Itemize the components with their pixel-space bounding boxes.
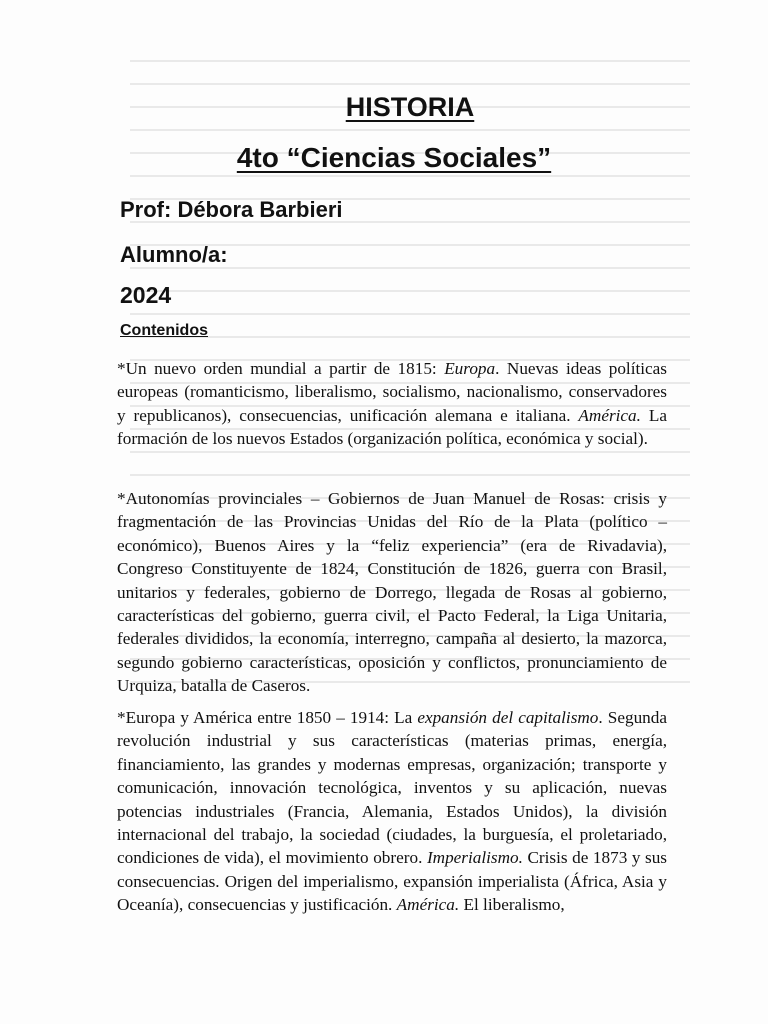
content-paragraph-1: *Un nuevo orden mundial a partir de 1815: Europa. Nuevas ideas políticas europeas (romanticismo, liberalismo, socialismo, nacionalismo, conservadores y republicanos), consecuencias, unificación alemana e italiana. América. La formación de los nuevos Estados (organización política, económica y social). xyxy=(117,359,667,449)
page-title: HISTORIA xyxy=(345,92,475,122)
course-title: 4to “Ciencias Sociales” xyxy=(236,142,552,173)
contents-heading: Contenidos xyxy=(120,322,208,339)
student-label: Alumno/a: xyxy=(120,242,228,267)
school-year: 2024 xyxy=(120,282,172,308)
professor-name: Prof: Débora Barbieri xyxy=(120,197,343,222)
content-paragraph-2: *Autonomías provinciales – Gobiernos de Juan Manuel de Rosas: crisis y fragmentación de las Provincias Unidas del Río de la Plata (político – económico), Buenos Aires y la “feliz experiencia” (era de Rivadavia), Congreso Constituyente de 1824, Constitución de 1826, guerra con Brasil, unitarios y federales, gobierno de Dorrego, llegada de Rosas al gobierno, características del gobierno, guerra civil, el Pacto Federal, la Liga Unitaria, federales divididos, la economía, interregno, campaña al desierto, la mazorca, segundo gobierno características, oposición y conflictos, pronunciamiento de Urquiza, batalla de Caseros. xyxy=(117,489,667,696)
content-paragraph-3: *Europa y América entre 1850 – 1914: La expansión del capitalismo. Segunda revolución industrial y sus características (materias primas, energía, financiamiento, las grandes y modernas empresas, organización; transporte y comunicación, innovación tecnológica, inventos y su aplicación, nuevas potencias industriales (Francia, Alemania, Estados Unidos), la división internacional del trabajo, la sociedad (ciudades, la burguesía, el proletariado, condiciones de vida), el movimiento obrero. Imperialismo. Crisis de 1873 y sus consecuencias. Origen del imperialismo, expansión imperialista (África, Asia y Oceanía), consecuencias y justificación. América. El liberalismo, xyxy=(117,708,667,915)
